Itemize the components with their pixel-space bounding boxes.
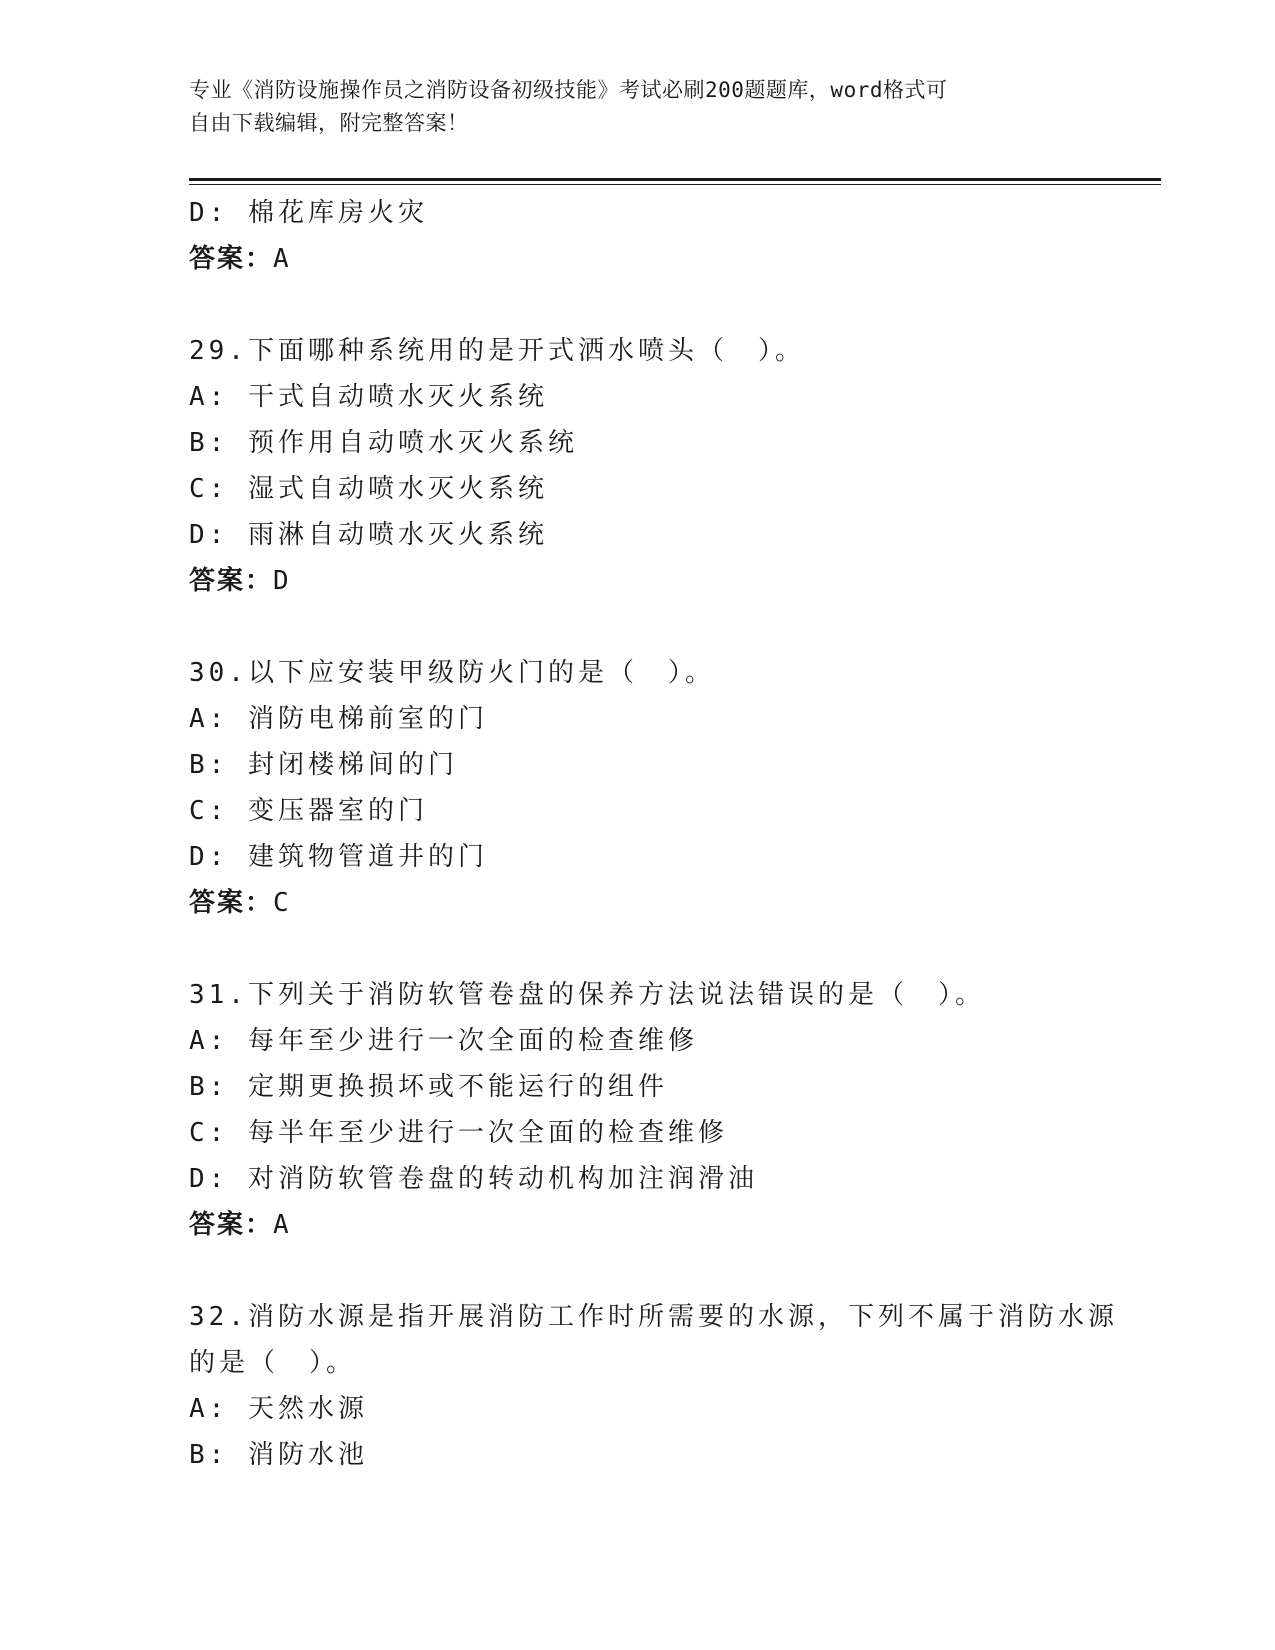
answer-value: A bbox=[273, 244, 291, 274]
answer-line bbox=[189, 558, 1089, 604]
option-d: D: 建筑物管道井的门 bbox=[189, 842, 488, 872]
document-header bbox=[189, 74, 1089, 140]
option-a: A: 每年至少进行一次全面的检查维修 bbox=[189, 1026, 698, 1056]
option-a: A: 消防电梯前室的门 bbox=[189, 704, 488, 734]
answer-label: 答案： bbox=[189, 888, 274, 918]
option-c: C: 湿式自动喷水灭火系统 bbox=[189, 474, 548, 504]
option-a: A: 天然水源 bbox=[189, 1394, 368, 1424]
header-divider-thick bbox=[189, 178, 1161, 181]
option-a: A: 干式自动喷水灭火系统 bbox=[189, 382, 548, 412]
answer-label: 答案： bbox=[189, 1210, 274, 1240]
question-stem-line-1: 32.消防水源是指开展消防工作时所需要的水源，下列不属于消防水源 bbox=[189, 1302, 1118, 1332]
question-stem: 29.下面哪种系统用的是开式洒水喷头（ ）。 bbox=[189, 336, 805, 366]
header-line-2: 自由下载编辑，附完整答案！ bbox=[189, 111, 469, 135]
option-d: D: 雨淋自动喷水灭火系统 bbox=[189, 520, 548, 550]
question-stem: 31.下列关于消防软管卷盘的保养方法说法错误的是（ ）。 bbox=[189, 980, 985, 1010]
answer-label: 答案： bbox=[189, 244, 274, 274]
spacer bbox=[189, 604, 1089, 650]
header-line-1: 专业《消防设施操作员之消防设备初级技能》考试必刷200题题库，word格式可 bbox=[189, 78, 948, 102]
option-b: B: 封闭楼梯间的门 bbox=[189, 750, 458, 780]
option-b: B: 定期更换损坏或不能运行的组件 bbox=[189, 1072, 668, 1102]
option-d: D: 对消防软管卷盘的转动机构加注润滑油 bbox=[189, 1164, 758, 1194]
header-divider-thin bbox=[189, 184, 1161, 185]
answer-line bbox=[189, 1202, 1089, 1248]
answer-label: 答案： bbox=[189, 566, 274, 596]
option-c: C: 每半年至少进行一次全面的检查维修 bbox=[189, 1118, 728, 1148]
spacer bbox=[189, 926, 1089, 972]
answer-value: A bbox=[273, 1210, 291, 1240]
spacer bbox=[189, 1248, 1089, 1294]
answer-value: C bbox=[273, 888, 291, 918]
question-stem-line-2: 的是（ ）。 bbox=[189, 1348, 357, 1378]
question-list bbox=[189, 190, 1118, 1478]
spacer bbox=[189, 282, 1089, 328]
answer-line bbox=[189, 880, 1089, 926]
option-c: C: 变压器室的门 bbox=[189, 796, 428, 826]
answer-line bbox=[189, 236, 1089, 282]
answer-value: D bbox=[273, 566, 291, 596]
option-b: B: 预作用自动喷水灭火系统 bbox=[189, 428, 578, 458]
option-b: B: 消防水池 bbox=[189, 1440, 368, 1470]
question-stem: 30.以下应安装甲级防火门的是（ ）。 bbox=[189, 658, 715, 688]
option-d: D: 棉花库房火灾 bbox=[189, 198, 428, 228]
